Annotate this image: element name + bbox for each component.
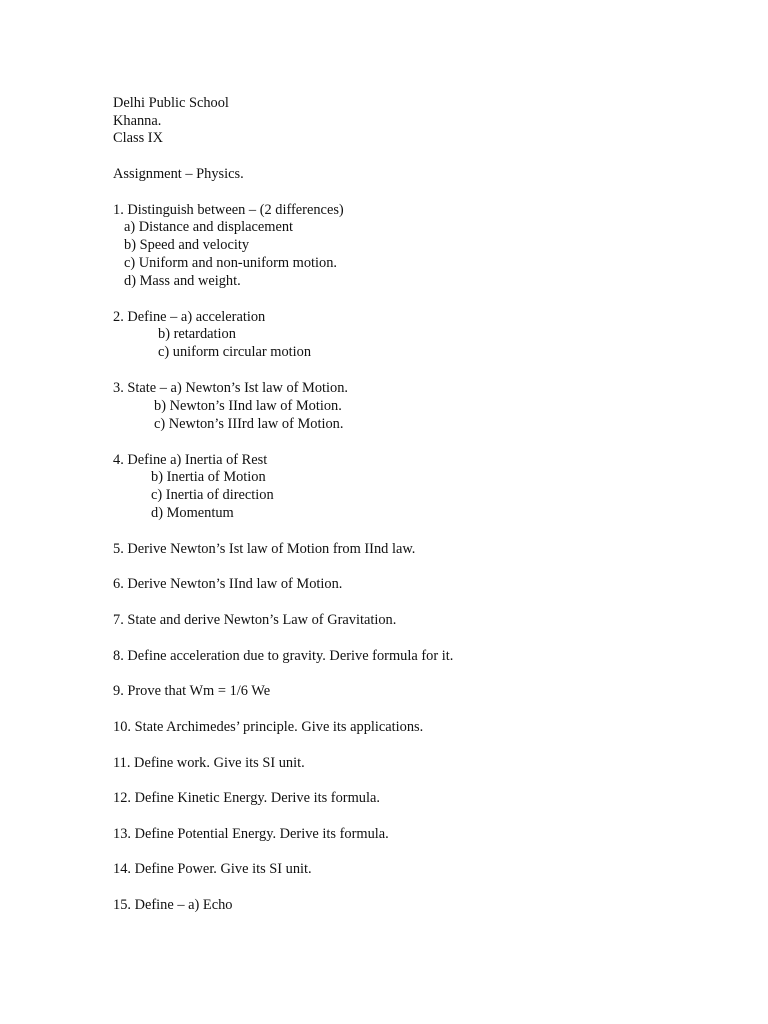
question-3-part-c: c) Newton’s IIIrd law of Motion.	[154, 416, 344, 432]
question-6: 6. Derive Newton’s IInd law of Motion.	[113, 576, 343, 592]
question-2-part-c: c) uniform circular motion	[158, 344, 312, 360]
question-8: 8. Define acceleration due to gravity. Derive formula for it.	[113, 648, 454, 664]
question-13: 13. Define Potential Energy. Derive its formula.	[113, 826, 389, 842]
question-2: 2. Define – a) acceleration	[113, 309, 266, 325]
question-3: 3. State – a) Newton’s Ist law of Motion.	[113, 380, 349, 396]
question-10: 10. State Archimedes’ principle. Give its applications.	[113, 719, 424, 735]
assignment-title: Assignment – Physics.	[113, 166, 244, 182]
question-3-part-b: b) Newton’s IInd law of Motion.	[154, 398, 342, 414]
question-15: 15. Define – a) Echo	[113, 897, 233, 913]
school-city: Khanna.	[113, 113, 162, 129]
school-name: Delhi Public School	[113, 95, 229, 111]
question-1: 1. Distinguish between – (2 differences)	[113, 202, 344, 218]
question-4-part-d: d) Momentum	[151, 505, 234, 521]
question-9: 9. Prove that Wm = 1/6 We	[113, 683, 271, 699]
question-1-part-d: d) Mass and weight.	[124, 273, 241, 289]
question-4: 4. Define a) Inertia of Rest	[113, 452, 268, 468]
class-label: Class IX	[113, 130, 163, 146]
question-4-part-c: c) Inertia of direction	[151, 487, 274, 503]
question-1-part-a: a) Distance and displacement	[124, 219, 294, 235]
question-1-part-c: c) Uniform and non-uniform motion.	[124, 255, 338, 271]
question-14: 14. Define Power. Give its SI unit.	[113, 861, 312, 877]
question-7: 7. State and derive Newton’s Law of Gravitation.	[113, 612, 397, 628]
question-11: 11. Define work. Give its SI unit.	[113, 755, 305, 771]
question-4-part-b: b) Inertia of Motion	[151, 469, 266, 485]
question-5: 5. Derive Newton’s Ist law of Motion from IInd law.	[113, 541, 416, 557]
question-1-part-b: b) Speed and velocity	[124, 237, 250, 253]
question-2-part-b: b) retardation	[158, 326, 236, 342]
question-12: 12. Define Kinetic Energy. Derive its formula.	[113, 790, 380, 806]
